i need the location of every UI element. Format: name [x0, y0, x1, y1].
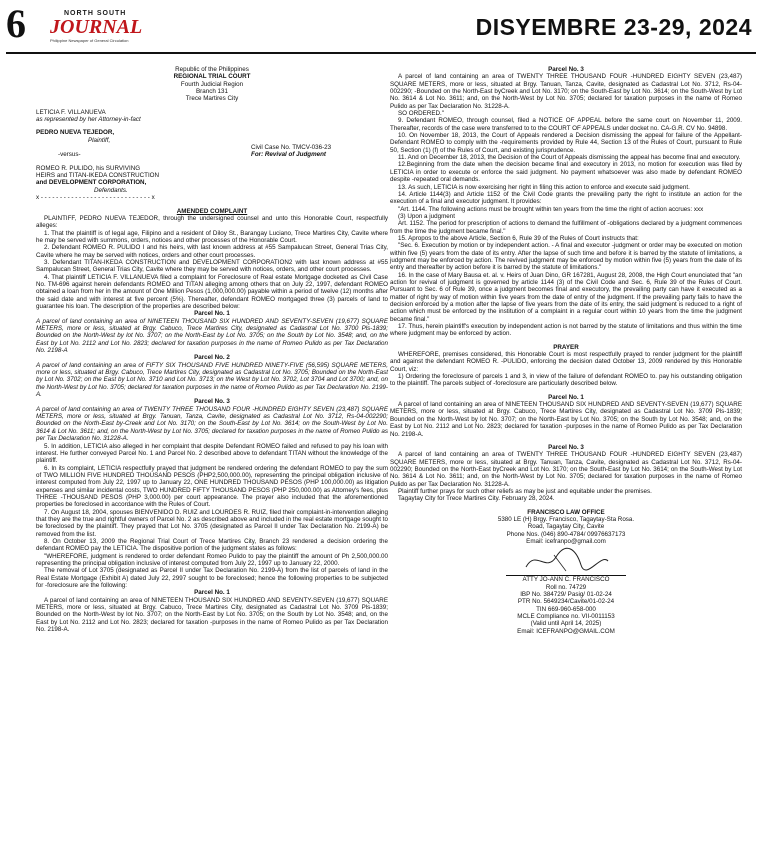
defendant-line: and DEVELOPMENT CORPORATION, — [36, 179, 147, 187]
paragraph: 12.Beginning from the date when the decision became final and executory in 2013, no motion for execution was filed by LETICIA in order to execute or enforce the said judgment. No payment whatsoever was also made by defendant ROMEO despite -repeated oral demands. — [390, 161, 742, 184]
signatory-line: TIN 669-960-658-000 — [536, 605, 596, 613]
signatory-line: Email: ICEFRANPO@GMAIL.COM — [517, 627, 615, 635]
left-column — [36, 66, 388, 633]
caption-separator: x - - - - - - - - - - - - - - - - - - - - - - - - - - - - - x — [36, 194, 155, 202]
paragraph: 5. In addition, LETICIA also alleged in her complaint that despite Defendant ROMEO failed and refused to pay his loan with interest. He further conveyed Parcel No. 1 and Parcel No. 2 described above to defendant TITAN without the knowledge of the plaintiff. — [36, 442, 388, 465]
parcel-heading: Parcel No. 2 — [194, 354, 230, 362]
parcel-heading: Parcel No. 1 — [548, 393, 584, 401]
defendant-line: ROMEO R. PULIDO, his SURVIVING — [36, 164, 141, 172]
paragraph: Plaintiff further prays for such other reliefs as may be just and equitable under the premises. — [398, 487, 652, 495]
signatory-line: PTR No. 5649234/Cavite/01-02-24 — [517, 598, 615, 606]
paragraph: 4. That plaintiff LETICIA F. VILLANUEVA filed a complaint for Foreclosure of Real estate Mortgage docketed as Civil Case No. TM-696 against herein defendants ROMEO and TITAN alleging among others that on July 22, 1997, defendant ROMEO obtained a loan from her in the amount of One Million Pesos (1,000,000.00) payable within a period of twelve (12) months after the said date and with interest at five percent (5%). Thereafter, defendant ROMEO mortgaged three (3) parcels of land to guarantee his loan. The description of the properties are described below: — [36, 273, 388, 310]
court-line: Trece Martires City — [185, 95, 239, 103]
page-number: 6 — [6, 1, 26, 46]
masthead-name: JOURNAL — [50, 16, 143, 38]
paragraph: 9. Defendant ROMEO, through counsel, filed a NOTICE OF APPEAL before the same court on November 11, 2009. Thereafter, records of the case were transferred to to the COURT OF APPEALS under docket no. CA-G.R. CV No. 94898. — [390, 117, 742, 132]
parcel-description: A parcel of land containing an area of NINETEEN THOUSAND SIX HUNDRED AND SEVENTY-SEVEN (19,677) SQUARE METERS, more or less, situated at Brgy. Cabuco, Trece Martires City, designated as Cadastral Lot No. 3709 Pls-1839; Bounded on the North-West by lot No. 3707; on the North-East by Lot No. 3705; on the South by Lot No. 3548; and, on the East by Lot No. 2112 and Lot No. 2823; declared for taxation -purposes in the name of Romeo Pulido as per Tax Declaration No. 2198-A. — [390, 401, 742, 438]
versus-label: -versus- — [58, 151, 81, 159]
signatory-line: MCLE Compliance no. VII-0011153 — [517, 613, 615, 621]
parcel-heading: Parcel No. 3 — [194, 398, 230, 406]
parcel-description: A parcel of land containing an area of NINETEEN THOUSAND SIX HUNDRED AND SEVENTY-SEVEN (19,677) SQUARE METERS, more or less, situated at Brgy. Cabuco, Trece Martires City, designated as Cadastral Lot No. 3700 Pls-1839; Bounded on the North-West by lot No. 3707; on the North-East by Lot No. 3705; on the South by Lot No. 3548; and, on the East by Lot No. 2112 and Lot No. 2823; declared for taxation purposes in the name of Romeo Pulido as per Tax Declaration No. 2198-A — [36, 317, 388, 355]
parcel-description: A parcel of land containing an area of NINETEEN THOUSAND SIX HUNDRED AND SEVENTY-SEVEN (19,677) SQUARE METERS, more or less, situated at Brgy. Cabuco, Trece Martires City, designated as Cadastral Lot No. 3709 Pls-1839; Bounded on the North-West by lot No. 3707; on the North-East by Lot No. 3705; on the South by Lot No. 3548; and, on the East by Lot No. 2112 and Lot No. 2823; declared for taxation -purposes in the name of Romeo Pulido as per Tax Declaration No. 2198-A. — [36, 596, 388, 634]
parcel-description: A parcel of land containing an area of TWENTY THREE THOUSAND FOUR -HUNDRED EIGHTY SEVEN (23,487) SQUARE METERS, more or less, situated at Brgy. Tanuan, Tanza, Cavite, designated as Cadastral Lot No. 3712, Rs-04-002290; -Bounded on the North-East byCreek and Lot No. 3170; on the South-East by Lot No. 3614; on the South-West by Lot No. 3614 & Lot No. 3611; and, on the North-West by Lot No. 3705; declared for taxation purposes in the name of Romeo Pulido as per Tax Declaration No. 31228-A. — [390, 73, 742, 110]
signatory-line: Roll no. 74729 — [545, 583, 587, 591]
plaintiff-label: Plaintiff, — [88, 136, 111, 144]
issue-date: DISYEMBRE 23-29, 2024 — [475, 14, 752, 40]
law-office-block — [390, 509, 742, 635]
paragraph: 3. Defendant TITAN-IKEDA CONSTRUCTION and DEVELOPMENT CORPORATION2 with last known address at #55 Sampalucan Street, General Trias City, Cavite where they may be served with notices, orders, and other court processes. — [36, 258, 388, 274]
paragraph: 14. Article 1144(3) and Article 1152 of the Civil Code grants the prevailing party the right to institute an action for the execution of a final and executor judgment. It provides: — [390, 190, 742, 206]
paragraph: 1) Ordering the foreclosure of parcels 1 and 3, in view of the failure of defendant ROMEO to. pay his outstanding obligation to the plaintiff. The parcels subject of -foreclosure are particularly described below. — [390, 373, 742, 388]
court-heading — [36, 66, 388, 103]
right-column — [390, 66, 742, 635]
paragraph: 17. Thus, herein plaintiff's execution by independent action is not barred by the statute of limitations and thus within the time where judgment may be enforced by action. — [390, 323, 742, 338]
civil-case-number: Civil Case No. TMCV-036-23 — [251, 144, 332, 152]
paragraph: (3) Upon a judgment — [398, 212, 455, 220]
firm-line: Phone Nos. (046) 890-4784/ 09976637173 — [506, 530, 626, 538]
paragraph: Art. 1152. The period for prescription of actions to demand the fulfillment of -obligations declared by a judgment commences from the time the judgment became final." — [390, 220, 742, 235]
paragraph: 7. On August 18, 2004, spouses BIENVENIDO D. RUIZ and LOURDES R. RUIZ, filed their complaint-in-intervention alleging that they are the true and rightful owners of Parcel No. 2 as described above and included in the real estate mortgage sought to be foreclosed by the plaintiff. They prayed that Lot No. 3705 (designated as Parcel II under Tax Declaration No. 2199-A) be removed from the list. — [36, 508, 388, 538]
masthead-tagline: Philippine Newspaper of General Circulation — [50, 38, 129, 43]
paragraph: 2. Defendant ROMEO R. PULIDO I and his heirs, with last known address at #55 Sampalucan Street, General Trias City, Cavite where he may be served with notices, orders and other court processes. — [36, 244, 388, 259]
court-line: Fourth Judicial Region — [180, 80, 244, 88]
court-line: Republic of the Philippines — [175, 66, 249, 73]
prayer-heading: PRAYER — [553, 343, 579, 351]
paragraph: PLAINTIFF, PEDRO NUEVA TEJEDOR, through the undersigned counsel and unto this Honorable Court, respectfully alleges: — [36, 214, 388, 230]
paragraph: "WHEREFORE, judgment is rendered to order defendant Romeo Pulido to pay the plaintiff the amount of Ph 2,500,000.00 representing the principal obligation inclusive of interest computed from July 22, 1997 up to January 22, 2000. — [36, 552, 388, 567]
firm-line: Road, Tagaytay City, Cavite — [527, 523, 605, 531]
masthead-top: NORTH SOUTH — [64, 10, 127, 17]
parcel-description: A parcel of land containing an area of TWENTY THREE THOUSAND FOUR -HUNDRED EIGHTY SEVEN (23,487) SQUARE METERS, more or less, situated at Brgy. Tanuan, Tanza, Cavite, designated as Cadastral Lot No. 3712, Rs-04-002290; Bounded on the North-East by-Creek and Lot No. 3170; on the South-East by Lot No. 3614; on the South-West by Lot No. 3614 & Lot No. 3611; and, on the North-West by Lot No. 3705; declared for taxation purposes in the name of Romeo Pulido as per Tax Declaration No. 31228-A. — [36, 405, 388, 443]
court-line: Branch 131 — [196, 88, 228, 96]
parcel-description: A parcel of land containing an area of FIFTY SIX THOUSAND FIVE HUNDRED NINETY-FIVE (56,595) SQUARE METERS, more or less, situated at Brgy. Cabuco, Trece Martires City, designated as Cadastral Lot No. 3705; Bounded on the North-East by Lot No. 3702; on the East by Lot No. 3710 and Lot No. 3713; on the West by Lot No. 3702, Lot 3704 and Lot 3700; and, on the North-West by Lot No. 3705; declared for taxation purposes in the name of Romeo Pulido as per Tax Declaration No. 2199-A. — [36, 361, 388, 399]
case-nature: For: Revival of Judgment — [251, 151, 327, 159]
case-row — [36, 151, 388, 158]
paragraph: WHEREFORE, premises considered, this Honorable Court is most respectfully prayed to render judgment for the plaintiff and against the defendant ROMEO R. -PULIDO, enforcing the decision dated October 13, 2009 rendered by this Honorable Court, viz: — [390, 351, 742, 373]
header-rule — [6, 52, 756, 54]
signature-image — [506, 545, 626, 575]
signatory-line: (Valid until April 14, 2025) — [530, 620, 602, 628]
parcel-heading: Parcel No. 1 — [194, 589, 230, 597]
defendant-line: HEIRS and TITAN-IKEDA CONSTRUCTION — [36, 172, 160, 180]
paragraph: "Sec. 6. Execution by motion or by independent action. - A final and executor -judgment or order may be executed on motion within five (5) years from the date of its entry. After the lapse of such time and before it is barred by the statute of limitations, a judgment may be enforced by action. The revived judgment may be enforced by motion within five (5) years from the date of its entry and thereafter by action before it is barred by the statute of limitations." — [390, 242, 742, 272]
paragraph: SO ORDERED." — [398, 110, 444, 118]
court-line: REGIONAL TRIAL COURT — [173, 73, 251, 81]
paragraph: Tagaytay City for Trece Martires City. February 28, 2024. — [398, 495, 555, 503]
attorney-in-fact: PEDRO NUEVA TEJEDOR, — [36, 129, 115, 137]
paragraph: "Art. 1144. The following actions must be brought within ten years from the time the right of action accrues: xxx — [398, 205, 704, 213]
parcel-heading: Parcel No. 3 — [548, 66, 584, 73]
firm-line: FRANCISCO LAW OFFICE — [527, 508, 605, 516]
page-header — [0, 0, 762, 50]
parcel-heading: Parcel No. 3 — [548, 443, 584, 451]
parcel-heading: Parcel No. 1 — [194, 310, 230, 318]
masthead-logo — [38, 10, 143, 44]
paragraph: 6. In its complaint, LETICIA respectfully prayed that judgment be rendered ordering the defendant ROMEO to pay the sum of TWO MILLION FIVE HUNDRED THOUSAND PESOS (PHP2,500,000.00), representing the principal obligation inclusive of interest computed from July 22, 1997 up to January 22, ONE HUNDRED THOUSAND PESOS (PHP 100,000.00) as litigation expenses and similar incidental costs, TWO HUNDRED FIFTY THOUSAND PESOS (PHP 250,000.00) as Attorney's fees, plus THREE -THOUSAND PESOS (PHP 3,000.00) per court appearance. The prayer also included that the aforementioned properties be foreclosed in accordance with the Rules of Court. — [36, 464, 388, 509]
paragraph: 16. In the case of Mary Bausa et. al. v. Heirs of Juan Dino, GR 167281, August 28, 2008, the High Court enunciated that "an action for revival of judgment is governed by article 1144 (3) of the Civil Code and Sec. 6, Rule 39 of the Rules of Court. Pursuant to Sec. 6 of Rule 39, once a judgment becomes final and executory, the prevailing party can have it executed as a matter of right by way of motion within five years from the date of entry of the judgment. If the prevailing party fails to have the decision enforced by a motion after the lapse of five years from the date of its entry, the said judgment is reduced to a right of action which must be enforced by the institution of a complaint in a regular court within 10 years from the time the judgment became final." — [390, 271, 742, 323]
plaintiff-name: LETICIA F. VILLANUEVA — [36, 108, 106, 116]
signatory-line: IBP No. 384729/ Pasig/ 01-02-24 — [520, 591, 612, 598]
firm-line: 5380 LE (H) Brgy. Francisco, Tagaytay-Sta Rosa. — [497, 515, 635, 523]
paragraph: 8. On October 13, 2009 the Regional Trial Court of Trece Martires City, Branch 23 rendered a decision ordering the defendant ROMEO pay the LETICIA. The dispositive portion of the judgment states as follows: — [36, 537, 388, 553]
paragraph: 15. Apropos to the above Article, Section 6, Rule 39 of the Rules of Court instructs that: — [398, 234, 639, 242]
defendants-label: Defendants. — [94, 186, 128, 194]
paragraph: The removal of Lot 3705 (designated as Parcel II under Tax Declaration No. 2199-A) from the list of parcels of land in the Real Estate Mortgage (Exhibit A) dated July 22, 2997 sought to be foreclosed; hence the following properties to be subjected for -foreclosure are the following: — [36, 567, 388, 590]
case-row — [36, 144, 388, 151]
paragraph: 13. As such, LETICIA is now exercising her right in filing this action to enforce and execute said judgment. — [398, 183, 690, 191]
firm-line: Email: icefranpo@gmail.com — [526, 537, 606, 545]
signatory-line: ATTY JO-ANN C. FRANCISCO — [522, 576, 610, 584]
plaintiff-rep: as represented by her Attorney-in-fact — [36, 116, 141, 124]
parcel-description: A parcel of land containing an area of TWENTY THREE THOUSAND FOUR -HUNDRED EIGHTY SEVEN (23,487) SQUARE METERS, more or less, situated at Brgy. Tanuan, Tanza, Cavite, designated as Cadastral Lot No. 3712, Rs-04-002290; Bounded on the North-East byCreek and Lot No. 3170; on the South-East by Lot No. 3614; on the South-West by Lot No. 3614 & Lot No. 3611; and, on the North-West by Lot No. 3705; declared for taxation purposes in the name of Romeo Pulido as per Tax Declaration No. 31228-A. — [390, 451, 742, 488]
paragraph: 1. That the plaintiff is of legal age, Filipino and a resident of Diloy St., Barangay Luciano, Trece Martires City, Cavite where he may be served with summons, orders, notices and other processes of the Honorable Court. — [36, 229, 388, 244]
document-title: AMENDED COMPLAINT — [176, 207, 248, 215]
paragraph: 11. And on December 18, 2013, the Decision of the Court of Appeals dismissing the appeal has become final and executory. — [398, 154, 741, 162]
paragraph: 10. On November 18, 2013, the Court of Appeals rendered a Decision dismissing the appeal for failure of the Appellant-Defendant ROMEO to comply with the -requirements provided by Rule 44, Section 13 of the Rules of Court, pursuant to Rule 50, Section (1) (f) of the Rules of Court, and existing jurisprudence. — [390, 132, 742, 154]
